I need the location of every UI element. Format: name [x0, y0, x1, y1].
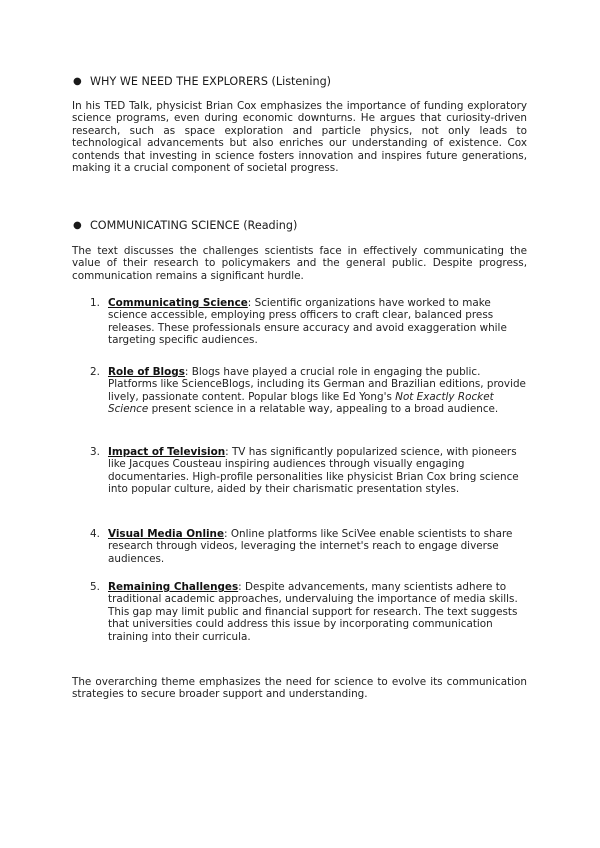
- list-term: Visual Media Online: [108, 528, 225, 540]
- section-heading-explorers: [73, 75, 332, 89]
- list-term: Remaining Challenges: [108, 581, 239, 593]
- conclusion-paragraph: The overarching theme emphasizes the need for science to evolve its communication strategies to secure broader support and understanding.: [72, 676, 527, 701]
- list-text: : Despite advancements, many scientists adhere to traditional academic approaches, undervaluing the importance of media skills. This gap may limit public and financial support for research. The text suggests that universities could address this issue by incorporating communication training into their curricula.: [108, 581, 518, 643]
- list-item: [90, 581, 528, 643]
- communicating-intro-paragraph: The text discusses the challenges scientists face in effectively communicating the value of their research to policymakers and the general public. Despite progress, communication remains a significant hurdle.: [72, 245, 527, 282]
- list-text-after: present science in a relatable way, appealing to a broad audience.: [148, 403, 499, 416]
- list-number: 4.: [90, 528, 100, 540]
- list-text: : Blogs have played a crucial role in engaging the public. Platforms like ScienceBlogs, including its German and Brazilian editions, provide lively, passionate content. Popular blogs like Ed Yong's: [108, 366, 526, 403]
- list-term: Communicating Science: [108, 297, 248, 309]
- section-heading-communicating: [73, 219, 298, 233]
- list-number: 5.: [90, 581, 100, 593]
- bullet-icon: ●: [73, 76, 82, 87]
- list-text: : TV has significantly popularized science, with pioneers like Jacques Cousteau inspiring audiences through visually engaging documentaries. High-profile personalities like physicist Brian Cox bring science into popular culture, aided by their charismatic presentation styles.: [108, 446, 519, 496]
- heading-text: COMMUNICATING SCIENCE (Reading): [90, 219, 298, 232]
- list-item: [90, 366, 528, 416]
- bullet-icon: ●: [73, 220, 82, 231]
- list-number: 2.: [90, 366, 100, 378]
- list-term: Impact of Television: [108, 446, 226, 458]
- list-text-italic: Not Exactly Rocket Science: [108, 390, 494, 416]
- list-number: 3.: [90, 446, 100, 458]
- list-number: 1.: [90, 297, 100, 309]
- heading-text: WHY WE NEED THE EXPLORERS (Listening): [90, 75, 332, 88]
- list-term: Role of Blogs: [108, 366, 185, 378]
- list-item: [90, 528, 528, 565]
- list-item: [90, 446, 528, 496]
- list-text: : Scientific organizations have worked to make science accessible, employing press officers to craft clear, balanced press releases. These professionals ensure accuracy and avoid exaggeration while targeting specific audiences.: [108, 297, 507, 347]
- explorers-paragraph: In his TED Talk, physicist Brian Cox emphasizes the importance of funding exploratory science programs, even during economic downturns. He argues that curiosity-driven research, such as space exploration and particle physics, not only leads to technological advancements but also enriches our understanding of existence. Cox contends that investing in science fosters innovation and inspires future generations, making it a crucial component of societal progress.: [72, 100, 527, 175]
- list-item: [90, 297, 528, 347]
- list-text: : Online platforms like SciVee enable scientists to share research through videos, leveraging the internet's reach to engage diverse audiences.: [108, 528, 513, 565]
